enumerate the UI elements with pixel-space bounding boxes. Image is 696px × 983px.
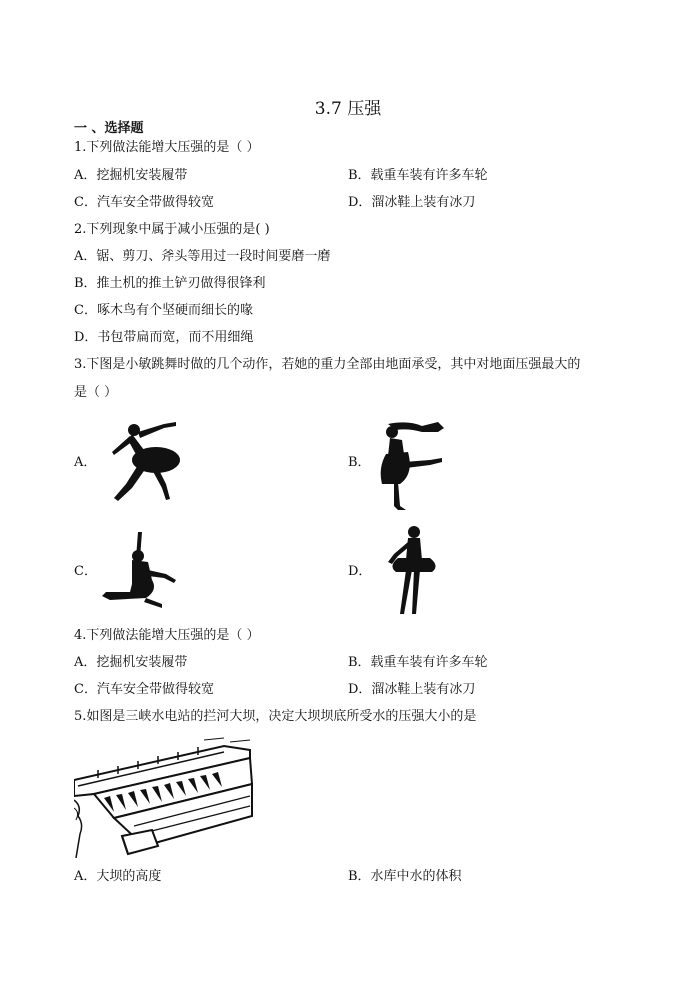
q1-option-d: D．溜冰鞋上装有冰刀 xyxy=(348,195,476,210)
dancer-figure-b xyxy=(378,418,450,514)
q3-stem-line1: 3.下图是小敏跳舞时做的几个动作，若她的重力全部由地面承受，其中对地面压强最大的 xyxy=(74,357,581,372)
page-title: 3.7 压强 xyxy=(314,99,382,119)
q4-option-b: B．载重车装有许多车轮 xyxy=(348,655,488,670)
q4-option-c: C．汽车安全带做得较宽 xyxy=(74,682,214,697)
q3-option-c-label: C． xyxy=(74,564,97,579)
q2-stem: 2.下列现象中属于减小压强的是( ) xyxy=(74,222,270,237)
q2-option-a: A．锯、剪刀、斧头等用过一段时间要磨一磨 xyxy=(74,249,331,264)
dam-illustration xyxy=(74,736,254,858)
q3-option-b-label: B． xyxy=(348,455,371,470)
q1-option-c: C．汽车安全带做得较宽 xyxy=(74,195,214,210)
q4-stem: 4.下列做法能增大压强的是（ ） xyxy=(74,628,260,643)
dancer-figure-a xyxy=(104,418,184,504)
q3-stem-line2: 是（ ） xyxy=(74,385,118,400)
q5-stem: 5.如图是三峡水电站的拦河大坝，决定大坝坝底所受水的压强大小的是 xyxy=(74,709,477,724)
q1-stem: 1.下列做法能增大压强的是（ ） xyxy=(74,140,260,155)
q3-option-d-label: D． xyxy=(348,564,372,579)
q5-option-a: A．大坝的高度 xyxy=(74,869,162,884)
q4-option-a: A．挖掘机安装履带 xyxy=(74,655,188,670)
section-heading: 一 、选择题 xyxy=(74,121,144,136)
q1-option-a: A．挖掘机安装履带 xyxy=(74,168,188,183)
dancer-figure-d xyxy=(384,524,444,616)
q2-option-b: B．推土机的推土铲刃做得很锋利 xyxy=(74,276,266,291)
q5-option-b: B．水库中水的体积 xyxy=(348,869,462,884)
dancer-figure-c xyxy=(102,530,180,610)
q3-option-a-label: A． xyxy=(74,455,97,470)
q2-option-c: C．啄木鸟有个坚硬而细长的喙 xyxy=(74,303,253,318)
q4-option-d: D．溜冰鞋上装有冰刀 xyxy=(348,682,476,697)
q1-option-b: B．载重车装有许多车轮 xyxy=(348,168,488,183)
q2-option-d: D．书包带扁而宽，而不用细绳 xyxy=(74,330,254,345)
